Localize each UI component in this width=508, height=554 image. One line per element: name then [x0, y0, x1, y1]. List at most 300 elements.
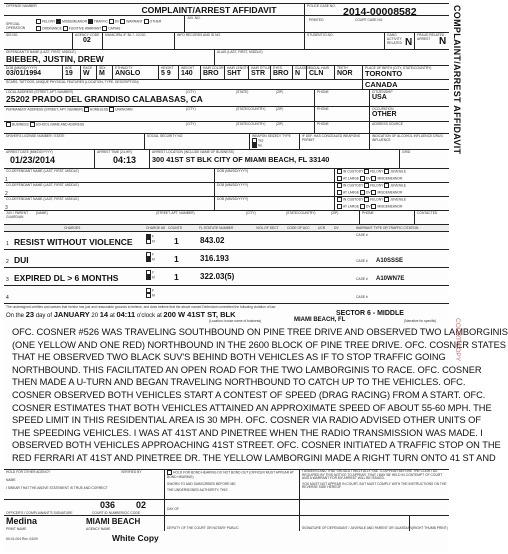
codefendant-row-3 [4, 196, 449, 210]
sworn-location-prefix: o'clock at [136, 313, 162, 319]
ssn-label: SOCIAL SECURITY NO. [147, 134, 184, 138]
hold-other-agency-cell [4, 470, 119, 499]
officer-signature-label: OFFICER'S / COMPLAINANT'S SIGNATURE [6, 511, 73, 515]
scars-cell [4, 80, 362, 89]
permanent-address-label: PERMANENT ADDRESS (STREET, APT. NUMBER) HOMELESS UNKNOWN [6, 107, 133, 112]
codef-1-at-large: AT LARGE [343, 176, 360, 181]
arrest-location-value: 300 41ST ST BLK CITY OF MIAMI BEACH, FL 33140 [152, 155, 330, 164]
glasses-cell [292, 66, 311, 79]
charge-row-2 [4, 249, 449, 267]
codef-3-label: CO-DEFENDANT NAME (LAST, FIRST, MIDDLE) [6, 197, 79, 201]
arrest-location-label: ARREST LOCATION (INCLUDE NAME OF BUSINESS) [152, 150, 234, 154]
eyes-value: BRO [273, 70, 289, 77]
charge-1-num: 1 [6, 241, 9, 247]
narrative-line: OFC. COSNER #526 WAS TRAVELING SOUTHBOUND ON PINE TREE DRIVE AND OBSERVED TWO LAMBORGINIS [12, 327, 508, 337]
perm-state-cell [234, 107, 274, 121]
occupation-label: OCCUPATION [372, 107, 394, 111]
biz-state-label: (STATE/COUNTRY) [236, 122, 266, 126]
fraud-label: FRAUD RELATED ARREST [417, 33, 445, 41]
birthplace-cell [362, 66, 449, 79]
charges-header: CHARGES [64, 226, 81, 230]
indication-cell [369, 134, 449, 149]
agency-code-cell [72, 33, 102, 49]
codef-1-in-custody: IN CUSTODY [343, 169, 364, 174]
fraud-value: N [439, 36, 447, 47]
local-city-cell [164, 90, 234, 106]
codef-2-juvenile: JUVENILE [390, 183, 406, 188]
dv-label: DV [114, 19, 120, 24]
warrant-header: WARRANT TYPE OR TRAFFIC CITATION [356, 226, 419, 230]
arrest-date-label: ARREST DATE (MM/DD/YYYY) [6, 150, 53, 154]
juv-zip-cell [329, 211, 359, 224]
officer-name: Medina [6, 516, 38, 526]
court-id-label: COURT ID NUMBER/CIC CODE [92, 511, 141, 515]
defendant-name: BIEBER, JUSTIN, DREW [6, 54, 104, 64]
name-label: NAME [6, 478, 16, 482]
ethnicity-cell [112, 66, 158, 79]
sex-value: M [99, 70, 105, 77]
gang-activity-label: GANG ACTIVITY RELATED [387, 33, 402, 45]
sworn-narrative-label: (Narrative for specific) [404, 319, 437, 323]
juv-phone-cell [359, 211, 414, 224]
sworn-year-prefix: 20 [91, 313, 99, 319]
charge-3-description: EXPIRED DL > 6 MONTHS [14, 273, 119, 283]
perm-state-label: (STATE/COUNTRY) [236, 107, 266, 111]
fugitive-warrant-label: FUGITIVE WARRANT [68, 26, 102, 31]
arrest-row [4, 149, 449, 168]
height-label: HEIGHT [161, 66, 174, 70]
codef-3-name-cell [4, 197, 214, 210]
weapon-label: WEAPON SEIZED? TYPE [252, 134, 291, 138]
weapon-yes-label: Yes [258, 138, 264, 143]
local-state-label: (STATE) [236, 90, 249, 94]
codef-1-dob-label: DOB (MM/DD/YYYY) [217, 169, 249, 173]
capias-label: CAPIAS [108, 26, 121, 31]
fugitive-warrant-checkbox[interactable] [63, 26, 68, 31]
agency-name-cell [84, 516, 164, 531]
teeth-label: TEETH [337, 66, 348, 70]
weight-cell [178, 66, 200, 79]
ordinance-label: ORDINANCE [42, 26, 62, 31]
agency-name-label: AGENCY NAME [86, 527, 111, 531]
day-of-cell [164, 500, 299, 515]
charge-4-case: CASE # [356, 295, 368, 299]
charge-2-description: DUI [14, 255, 29, 265]
codef-2-felony: FELONY [370, 183, 384, 188]
agency-code-label: AGENCY CODE [75, 33, 100, 37]
codef-1-dv: DV [365, 176, 371, 181]
info-records-cell [174, 33, 304, 49]
sex-cell [96, 66, 112, 79]
biz-city-label: (CITY) [186, 122, 196, 126]
birthplace-country-cell [362, 80, 449, 89]
citizenship-label: CITIZENSHIP [372, 90, 393, 94]
juv-name-cell [34, 211, 154, 224]
sworn-month: JANUARY [53, 310, 90, 319]
charge-1-statute: 843.02 [200, 236, 225, 245]
hair-style-label: HAIR STYLE [251, 66, 271, 70]
citizenship-cell [369, 90, 449, 106]
viol-header: VIOL OF SECT [256, 226, 279, 230]
footer-row-1 [4, 469, 449, 499]
agency-code-value: 02 [83, 37, 91, 44]
scars-row [4, 79, 449, 89]
verified-label: VERIFIED BY [121, 470, 142, 474]
juv-city-label: (CITY) [246, 211, 256, 215]
biz-phone-cell [314, 122, 369, 133]
hold-other-agency-label: HOLD FOR OTHER AGENCY [6, 470, 51, 474]
print-name-label: PRINT NAME [6, 527, 27, 531]
misdemeanor-checkbox[interactable] [56, 19, 61, 24]
defendant-signature-label: SIGNATURE OF DEFENDANT / JUVENILE AND PARENT OR GUARDIAN [302, 526, 412, 530]
juv-no-label: JUV. NO. [187, 16, 201, 20]
biz-state-cell [234, 122, 274, 133]
felony-label: FELONY [42, 19, 56, 24]
hair-style-value: STR [251, 70, 265, 77]
sworn-date-line [6, 310, 236, 319]
occupation-cell [369, 107, 449, 121]
hair-length-value: SHT [227, 70, 241, 77]
codef-3-felony: FELONY [370, 197, 384, 202]
other-checkbox[interactable] [144, 19, 149, 24]
charge-3-statute: 322.03(5) [200, 272, 235, 281]
weight-value: 140 [181, 70, 193, 77]
charge-row-1 [4, 231, 449, 249]
alias-cell [214, 50, 414, 65]
perm-phone-cell [314, 107, 369, 121]
officer-id: 036 [100, 500, 116, 510]
birthplace-label: PLACE OF BIRTH (CITY, STATE/COUNTRY) [365, 66, 432, 70]
juv-contacted-cell [414, 211, 449, 224]
charge-1-description: RESIST WITHOUT VIOLENCE [14, 237, 133, 247]
copy-label: White Copy [112, 533, 159, 543]
counts-header: COUNTS [168, 226, 182, 230]
grid-cell [399, 150, 449, 168]
ssn-cell [144, 134, 249, 149]
charges-header-row [4, 224, 449, 231]
juv-contacted-label: CONTACTED [417, 211, 438, 215]
codef-2-in-custody: IN CUSTODY [343, 183, 364, 188]
arrest-location-cell [149, 150, 399, 168]
codefendant-row-2 [4, 182, 449, 196]
narrative-line: (ONE YELLOW AND ONE RED) NORTHBOUND IN THE 2600 BLOCK OF PINE TREE DRIVE. OFC. COSNER STATES [12, 339, 506, 350]
codef-2-label: CO-DEFENDANT NAME (LAST, FIRST, MIDDLE) [6, 183, 79, 187]
charge-2-num: 2 [6, 259, 9, 265]
juv-city-cell [244, 211, 284, 224]
business-label: BUSINESS SCHOOL NAME AND ADDRESS [6, 122, 162, 127]
footer-row-3 [4, 515, 449, 531]
permanent-address-row [4, 106, 449, 121]
charge-1-counts: 1 [174, 236, 179, 246]
charge-row-3 [4, 267, 449, 285]
age-label: AGE [65, 66, 72, 70]
court-copy-label: COURT COPY [454, 318, 461, 362]
business-cell [4, 122, 164, 133]
narrative-line: THAT HE OBSERVED TWO BLACK SUV'S BEHIND BOTH VEHICLES AS IF TO STOP TRAFFIC GOING [12, 352, 446, 363]
narrative-line: THEN MADE A U-TURN AND BEGAN TRAVELING NORTHBOUND TO CATCH UP TO THE VEHICLES. OFC. [12, 377, 466, 388]
charge-3-counts: 1 [174, 272, 179, 282]
side-title: COMPLAINT/ARREST AFFIDAVIT [452, 5, 462, 155]
weapon-no-checkbox[interactable] [252, 143, 257, 148]
codef-3-at-large: AT LARGE [343, 204, 360, 209]
officer-signature-cell [4, 500, 164, 515]
hair-length-label: HAIR LENGTH [227, 66, 250, 70]
narrative-line: SPEED LIMIT IN THIS RESIDENTIAL AREA IS 30 MPH. OFC. COSNER VIA RADIO ADVISED OTHER UNITS OF [12, 415, 481, 426]
hold-bond-cell [164, 470, 299, 499]
agency-name: MIAMI BEACH [86, 517, 141, 526]
occupation-value: OTHER [372, 111, 397, 118]
perm-city-label: (CITY) [186, 107, 196, 111]
codef-1-juvenile: JUVENILE [390, 169, 406, 174]
sworn-location-label: (Location: house name of business) [209, 319, 262, 323]
arrest-date-cell [4, 150, 94, 168]
hold-bond-label: HOLD FOR BOND HEARING DO NOT BOND OUT (OFFICER MUST APPEAR AT BOND HEARING) [167, 470, 294, 479]
charge-as-header: CHARGE AS [146, 226, 166, 230]
codef-3-juvenile: JUVENILE [390, 197, 406, 202]
dv-header: DV [334, 226, 339, 230]
race-label: RACE [83, 66, 93, 70]
address-source-cell [369, 122, 449, 133]
biz-zip-label: (ZIP) [276, 122, 284, 126]
local-city-label: (CITY) [186, 90, 196, 94]
sworn-text: The undersigned certifies and swears that he/she has just and reasonable grounds to believe, and does believe that the above named Defendant committed the following violation of law [6, 305, 276, 309]
weight-label: WEIGHT [181, 66, 195, 70]
notice-text: I UNDERSTAND THAT SHOULD I WILLFULLY FAIL TO APPEAR BEFORE THE COURT AS REQUIRED BY THIS NOTICE TO APPEAR, THAT I MAY BE HELD IN CONTEMPT OF COURT AND A WARRANT FOR MY ARREST WILL BE ISSUED. [302, 469, 443, 481]
dob-value: 03/01/1994 [6, 70, 42, 77]
form-title: COMPLAINT/ARREST AFFIDAVIT [141, 5, 277, 15]
codef-3-misdemeanor: MISDEMEANOR [377, 204, 403, 209]
footer-row-2 [4, 499, 449, 515]
codef-1-misdemeanor: MISDEMEANOR [377, 176, 403, 181]
codef-1-felony: FELONY [370, 169, 384, 174]
perm-zip-cell [274, 107, 314, 121]
permanent-address-cell [4, 107, 164, 121]
footer-row-4 [4, 531, 449, 545]
narrative-line: COSNER OBSERVED BOTH VEHICLES START A CONTEST OF SPEED (DRAG RACING) FROM A START. OFC. [12, 389, 486, 400]
charge-4-num: 4 [6, 295, 9, 301]
perm-zip-label: (ZIP) [276, 107, 284, 111]
defendant-name-label: DEFENDANT'S NAME (LAST, FIRST, MIDDLE) [6, 50, 76, 54]
birthplace-country: CANADA [365, 80, 398, 89]
codef-1-num: 1 [5, 177, 8, 183]
local-address-value: 25202 PRADO DEL GRANDISO CALABASAS, CA [6, 94, 203, 104]
info-records-label: INFO RECORDS AND ID NO. [177, 33, 221, 37]
offense-number-cell [4, 4, 114, 15]
codef-3-dob-cell [214, 197, 334, 210]
biz-zip-cell [274, 122, 314, 133]
birthplace-city: TORONTO [365, 69, 403, 78]
undersigned-label: THE UNDERSIGNED AUTHORITY, THIS [167, 488, 228, 492]
charge-3-case: CASE # [356, 277, 368, 281]
form-number: 50-01-004 Rev. 04/09 [6, 537, 38, 541]
ordinance-checkbox[interactable] [36, 26, 41, 31]
local-state-cell [234, 90, 274, 106]
court-case-label: COURT CASE NO. [355, 18, 384, 22]
juv-name-label: (NAME) [36, 211, 48, 215]
gang-activity-value: N [405, 37, 413, 48]
student-id-label: STUDENT ID NO. [307, 33, 334, 37]
address-source-label: ADDRESS SOURCE [372, 122, 403, 126]
offense-type-cell [34, 16, 184, 32]
traffic-checkbox[interactable] [88, 19, 93, 24]
age-value: 19 [65, 70, 73, 77]
weapon-cell [249, 134, 299, 149]
race-value: W [83, 70, 90, 77]
ids-no-cell [4, 33, 72, 49]
arrest-time-cell [94, 150, 149, 168]
officer-code: 02 [136, 500, 147, 510]
sworn-at: at [109, 313, 115, 319]
ucr-header: UCR [318, 226, 326, 230]
day-of-label: DAY OF [167, 507, 179, 511]
sworn-year: 14 [99, 310, 109, 319]
codef-2-status-cell [334, 183, 449, 196]
capias-checkbox[interactable] [102, 26, 107, 31]
alias-label: ALIAS (LAST, FIRST, MIDDLE) [217, 50, 263, 54]
ethnicity-value: ANGLO [115, 70, 141, 77]
sworn-day-of: day of [35, 313, 53, 319]
defendant-name-row [4, 49, 449, 65]
traffic-label: TRAFFIC [93, 19, 108, 24]
sworn-location: 200 W 41ST ST, BLK [163, 310, 236, 319]
defendant-name-cell [4, 50, 214, 65]
juv-zip-label: (ZIP) [331, 211, 339, 215]
charge-2-type: F M [146, 252, 155, 262]
notice-cell [299, 470, 449, 499]
biz-city-cell [164, 122, 234, 133]
codef-2-dv: DV [365, 190, 371, 195]
ethnicity-label: ETHNICITY [115, 66, 133, 70]
dob-label: DOB (MM/DD/YYYY) [6, 66, 38, 70]
sworn-municipality: MIAMI BEACH, FL [294, 317, 346, 323]
license-row [4, 133, 449, 149]
juv-no-cell [184, 16, 304, 32]
municipal-label: MUNICIPAL IF 36-7- 10 NO. [105, 33, 147, 37]
charge-1-type: F M [146, 234, 155, 244]
charge-2-case: CASE # [356, 259, 368, 263]
statute-header: FL STATUTE NUMBER [199, 226, 234, 230]
special-operation-label: SPECIAL OPERATION [6, 22, 26, 30]
juv-parent-label: JUV / PARENT GUARDIAN [6, 211, 29, 219]
citizenship-value: USA [372, 94, 387, 101]
codef-1-name-cell [4, 169, 214, 182]
biz-phone-label: PHONE [317, 122, 329, 126]
height-value: 5 9 [161, 70, 171, 77]
codef-3-dob-label: DOB (MM/DD/YYYY) [217, 197, 249, 201]
sworn-sector: SECTOR 6 - MIDDLE [336, 310, 404, 317]
narrative-line: THE SPEEDING VEHICLES. I WAS AT 41ST AND PINETREE WHEN THE RADIO TRANSMISSION WAS MADE. I [12, 427, 483, 438]
juv-state-label: (STATE/COUNTRY) [286, 211, 316, 215]
print-name-cell [4, 516, 84, 531]
weapon-no-label: No [258, 143, 263, 148]
hair-length-cell [224, 66, 248, 79]
verified-cell [119, 470, 164, 499]
codef-2-misdemeanor: MISDEMEANOR [377, 190, 403, 195]
thumbprint-cell [409, 516, 449, 531]
printed-label: PRINTED [309, 18, 324, 22]
codefendant-row-1 [4, 168, 449, 182]
codef-3-dv: DV [365, 204, 371, 209]
id-row [4, 32, 449, 49]
warrant-checkbox[interactable] [120, 19, 125, 24]
felony-checkbox[interactable] [36, 19, 41, 24]
sworn-day: 23 [25, 310, 35, 319]
dv-checkbox[interactable] [109, 19, 114, 24]
other-label: OTHER [149, 19, 162, 24]
facial-hair-cell [306, 66, 334, 79]
business-row [4, 121, 449, 133]
hair-color-label: HAIR COLOR [203, 66, 224, 70]
student-id-cell [304, 33, 384, 49]
juvenile-row [4, 210, 449, 224]
codef-3-in-custody: IN CUSTODY [343, 197, 364, 202]
local-zip-cell [274, 90, 314, 106]
codef-3-num: 3 [5, 205, 8, 211]
notice-text-2: YOU MUST NOT APPEAR IN COURT, BUT MUST COMPLY WITH THE INSTRUCTIONS ON THE REVERSE SIDE HEREOF [302, 481, 447, 490]
charge-1-case: CASE # [356, 233, 368, 237]
physical-row [4, 65, 449, 79]
codef-1-dob-cell [214, 169, 334, 182]
local-address-row [4, 89, 449, 106]
codef-2-name-cell [4, 183, 214, 196]
codef-1-status-cell [334, 169, 449, 182]
codef-2-num: 2 [5, 191, 8, 197]
juv-parent-cell [4, 211, 34, 224]
permit-cell [299, 134, 369, 149]
indication-label: INDICATION OF ALCOHOL INFLUENCE DRUG INFLUENCE [372, 134, 443, 142]
facial-hair-label: FACIAL HAIR [309, 66, 330, 70]
facial-hair-value: CLN [309, 70, 324, 77]
charge-3-type: F M [146, 270, 155, 280]
glasses-label: GLASSES [295, 66, 311, 70]
glasses-value: N [295, 70, 301, 77]
defendant-signature-cell [299, 516, 412, 531]
height-cell [158, 66, 178, 79]
ids-no-label: IDS NO. [6, 33, 19, 37]
permit-label: IF DEF. HAS CONCEALED WEAPONS PERMIT [302, 134, 360, 142]
codef-2-at-large: AT LARGE [343, 190, 360, 195]
hair-style-cell [248, 66, 270, 79]
title-cell [114, 4, 304, 15]
special-operation-cell [4, 16, 34, 32]
gang-cell [384, 33, 414, 49]
narrative-line: COSNER ESTIMATES THAT BOTH VEHICLES ATTAINED AN APPROXIMATE SPEED OF ABOUT 55-60 MPH. THE [12, 402, 492, 413]
charge-4-type: F M [146, 288, 155, 298]
teeth-cell [334, 66, 362, 79]
thumbprint-label: (RIGHT THUMB PRINT) [412, 526, 448, 530]
police-case-label: POLICE CASE NO. [307, 4, 336, 8]
drivers-license-label: DRIVER'S LICENSE NUMBER / STATE [6, 134, 65, 138]
signature-cell [299, 500, 449, 515]
side-margin [451, 3, 465, 551]
codef-2-dob-cell [214, 183, 334, 196]
sworn-time: 04:11 [116, 310, 136, 319]
local-address-label: LOCAL ADDRESS (STREET, APT. NUMBER) [6, 90, 73, 94]
local-phone-label: PHONE [317, 90, 329, 94]
arrest-time-label: ARREST TIME (24-HR) [97, 150, 132, 154]
municipal-cell [102, 33, 174, 49]
codef-3-status-cell [334, 197, 449, 210]
charge-2-statute: 316.193 [200, 254, 229, 263]
teeth-value: NOR [337, 70, 353, 77]
sworn-row [4, 303, 449, 323]
drivers-license-cell [4, 134, 144, 149]
grid-label: GRID [402, 150, 411, 154]
juv-street-label: (STREET, APT. NUMBER) [156, 211, 195, 215]
hair-color-cell [200, 66, 224, 79]
narrative-line: OBSERVED BOTH VEHICLES APPROACHING 41ST STREET. OFC. COSNER INITIATED A TRAFFIC STOP ON THE [12, 440, 501, 451]
police-case-number: 2014-00008582 [343, 6, 417, 18]
